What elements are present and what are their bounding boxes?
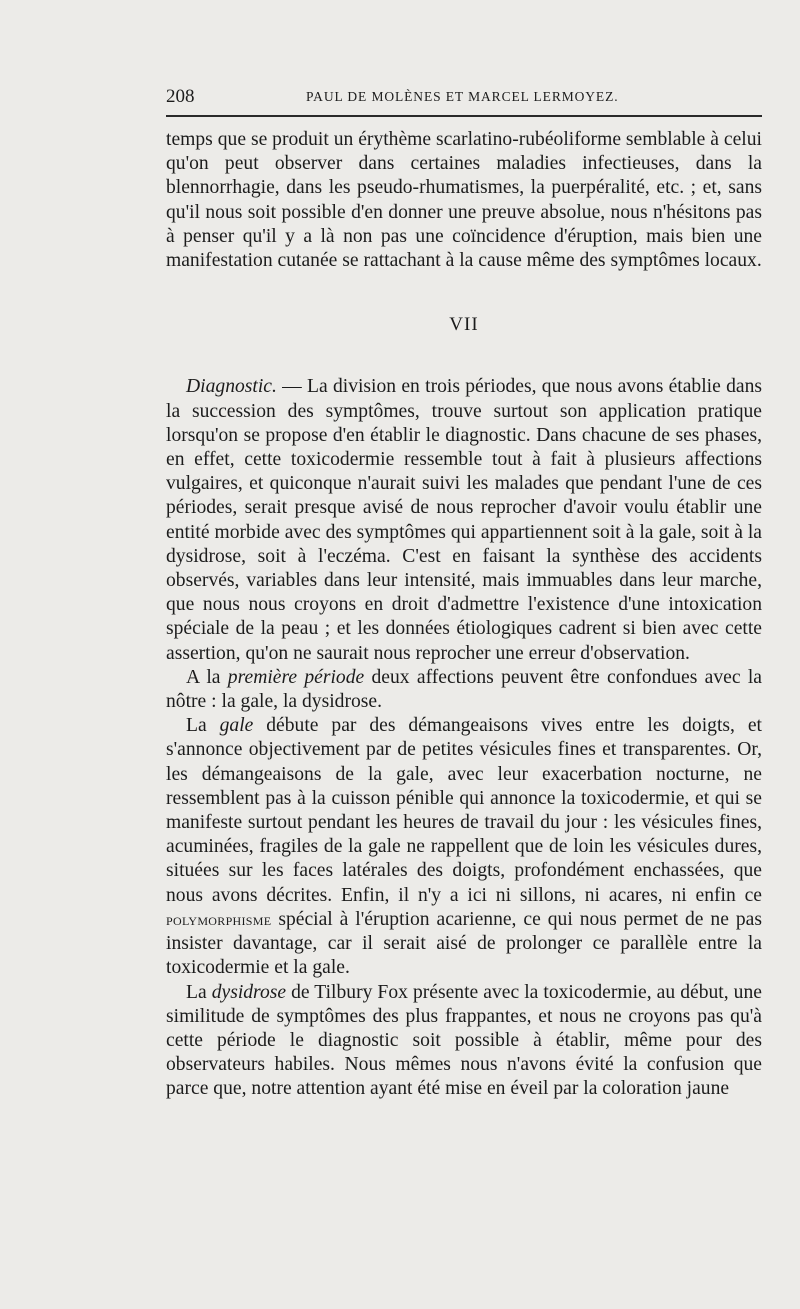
text-run: La — [186, 715, 220, 737]
section-heading: VII — [449, 314, 479, 336]
small-caps-term: polymorphisme — [166, 909, 272, 929]
text-run: A la — [186, 666, 228, 688]
text-run: débute par des démangeaisons vives entre les doigts, et s'annonce objectivement par de petites vésicules fines et transparentes. Or, les démangeaisons de la gale, avec leur exacerbation nocturne, ne ressemblent pas à la cuisson pénible qui annonce la toxicodermie, et qui se manifeste surtout pendant les heures de travail du jour : les vésicules fines, acuminées, fragiles de la gale ne rappellent que de loin les vésicules dures, situées sur les faces latérales des doigts, profondément enchassées, que nous avons décrites. Enfin, il n'y a ici ni sillons, ni acares, ni enfin ce — [166, 715, 762, 906]
page-number: 208 — [166, 86, 195, 107]
paragraph-dysidrose — [166, 981, 762, 1102]
paragraph-first-period — [166, 666, 762, 714]
text-run: de Tilbury Fox présente avec la toxicodermie, au début, une similitude de symptômes des plus frappantes, et nous ne croyons pas qu'à cette période le diagnostic soit possible à établir, même pour des observateurs habiles. Nous mêmes nous n'avons évité la confusion que parce que, notre attention ayant été mise en éveil par la coloration jaune — [166, 981, 762, 1100]
paragraph-continuation — [166, 128, 762, 273]
text-run: La — [186, 981, 212, 1003]
paragraph-text: temps que se produit un érythème scarlatino-rubéoliforme semblable à celui qu'on peut observer dans certaines maladies infectieuses, dans la blennorrhagie, dans les pseudo-rhumatismes, la puerpéralité, etc. ; et, sans qu'il nous soit possible d'en donner une preuve absolue, nous n'hésitons pas à penser qu'il y a là non pas une coïncidence d'éruption, mais bien une manifestation cutanée se rattachant à la cause même des symptômes locaux. — [166, 129, 762, 272]
emphasis: première période — [227, 666, 365, 688]
paragraph-gale — [166, 714, 762, 980]
running-title: PAUL DE MOLÈNES ET MARCEL LERMOYEZ. — [306, 89, 619, 104]
emphasis: dysidrose — [211, 981, 287, 1003]
header-rule — [166, 115, 762, 117]
page-body — [166, 128, 762, 1102]
text-run: spécial à l'éruption acarienne, ce qui nous permet de ne pas insister davantage, car il serait aisé de prolonger ce parallèle entre la toxicodermie et la gale. — [166, 908, 762, 979]
running-header — [166, 86, 762, 110]
paragraph-diagnostic — [166, 375, 762, 665]
text-run: deux affections peuvent être confondues avec la nôtre : la gale, la dysidrose. — [166, 666, 762, 713]
run-in-heading: Diagnostic. — [186, 376, 277, 398]
emphasis: gale — [219, 715, 254, 737]
paragraph-text: — La division en trois périodes, que nous avons établie dans la succession des symptômes, trouve surtout son application pratique lorsqu'on se propose d'en établir le diagnostic. Dans chacune de ses phases, en effet, cette toxicodermie ressemble tout à fait à plusieurs affections vulgaires, et quiconque n'aurait suivi les malades que pendant l'une de ces périodes, serait presque avisé de nous reprocher d'avoir voulu établir une entité morbide avec des symptômes qui appartiennent soit à la gale, soit à la dysidrose, soit à l'eczéma. C'est en faisant la synthèse des accidents observés, variables dans leur intensité, mais immuables dans leur marche, que nous nous croyons en droit d'admettre l'existence d'une intoxication spéciale de la peau ; et les données étiologiques cadrent si bien avec cette assertion, qu'on ne saurait nous reprocher une erreur d'observation. — [166, 376, 762, 664]
